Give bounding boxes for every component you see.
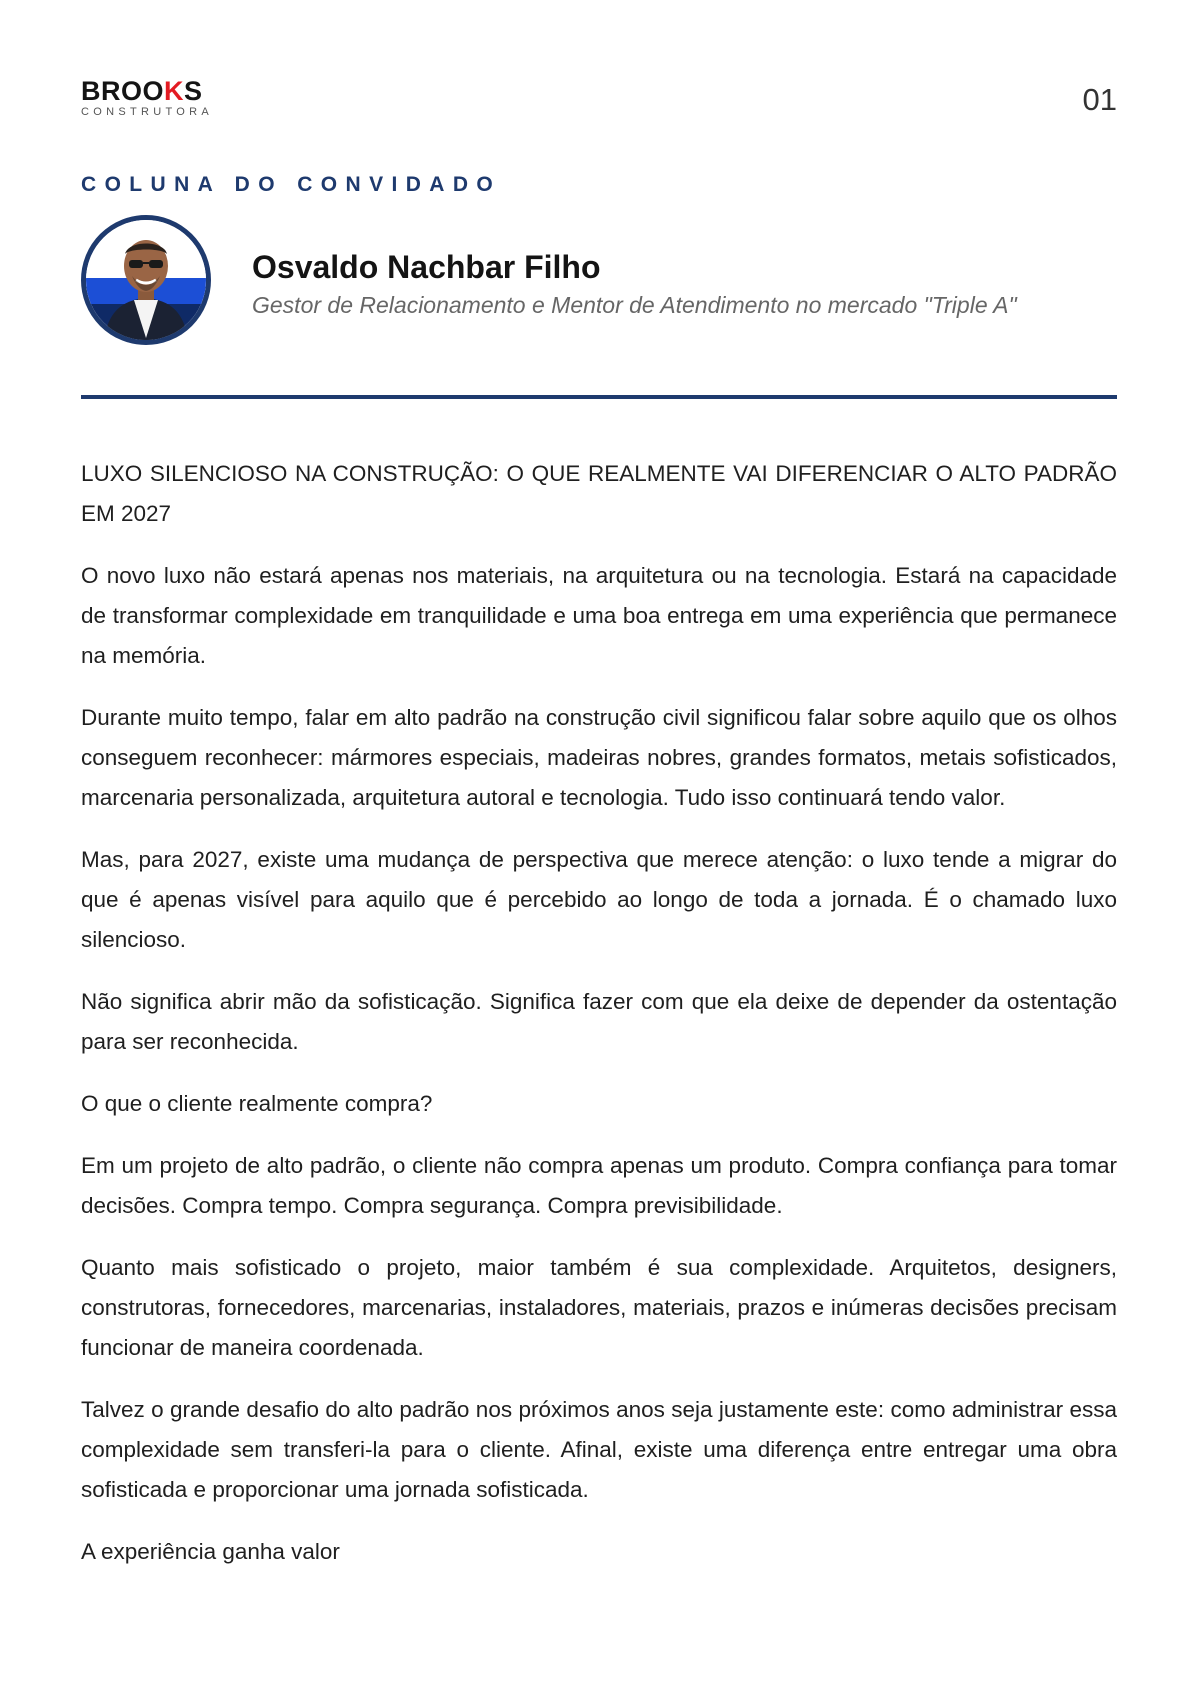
logo-wordmark: BROOKS bbox=[81, 76, 203, 106]
article-paragraph: Em um projeto de alto padrão, o cliente não compra apenas um produto. Compra confiança para tomar decisões. Compra tempo. Compra segurança. Compra previsibilidade. bbox=[81, 1153, 1117, 1218]
logo-subtitle: CONSTRUTORA bbox=[81, 106, 214, 118]
page-number: 01 bbox=[1082, 82, 1117, 117]
article-paragraph: Talvez o grande desafio do alto padrão nos próximos anos seja justamente este: como administrar essa complexidade sem transferi-la para o cliente. Afinal, existe uma diferença entre entregar uma obra sofisticada e proporcionar uma jornada sofisticada. bbox=[81, 1397, 1117, 1502]
article-title: LUXO SILENCIOSO NA CONSTRUÇÃO: O QUE REALMENTE VAI DIFERENCIAR O ALTO PADRÃO EM 2027 bbox=[81, 461, 1117, 526]
article-paragraph: Não significa abrir mão da sofisticação. Significa fazer com que ela deixe de depender da ostentação para ser reconhecida. bbox=[81, 989, 1117, 1054]
article-subheading: O que o cliente realmente compra? bbox=[81, 1091, 433, 1116]
author-avatar bbox=[81, 215, 211, 345]
article-paragraph: Mas, para 2027, existe uma mudança de perspectiva que merece atenção: o luxo tende a migrar do que é apenas visível para aquilo que é percebido ao longo de toda a jornada. É o chamado luxo silencioso. bbox=[81, 847, 1117, 952]
article-paragraph: O novo luxo não estará apenas nos materiais, na arquitetura ou na tecnologia. Estará na capacidade de transformar complexidade em tranquilidade e uma boa entrega em uma experiência que permanece na memória. bbox=[81, 563, 1117, 668]
author-name: Osvaldo Nachbar Filho bbox=[252, 249, 601, 285]
author-block bbox=[81, 215, 1117, 357]
section-label: COLUNA DO CONVIDADO bbox=[81, 173, 502, 196]
article-body bbox=[81, 454, 1117, 1594]
article-paragraph: Quanto mais sofisticado o projeto, maior também é sua complexidade. Arquitetos, designers, construtoras, fornecedores, marcenarias, instaladores, materiais, prazos e inúmeras decisões precisam funcionar de maneira coordenada. bbox=[81, 1255, 1117, 1360]
brooks-logo bbox=[81, 78, 213, 118]
page bbox=[81, 0, 1117, 1684]
author-photo-icon bbox=[86, 220, 206, 340]
author-role: Gestor de Relacionamento e Mentor de Atendimento no mercado "Triple A" bbox=[252, 292, 1017, 318]
article-subheading: A experiência ganha valor bbox=[81, 1539, 340, 1564]
article-paragraph: Durante muito tempo, falar em alto padrão na construção civil significou falar sobre aquilo que os olhos conseguem reconhecer: mármores especiais, madeiras nobres, grandes formatos, metais sofisticados, marcenaria personalizada, arquitetura autoral e tecnologia. Tudo isso continuará tendo valor. bbox=[81, 705, 1117, 810]
header-divider bbox=[81, 395, 1117, 399]
